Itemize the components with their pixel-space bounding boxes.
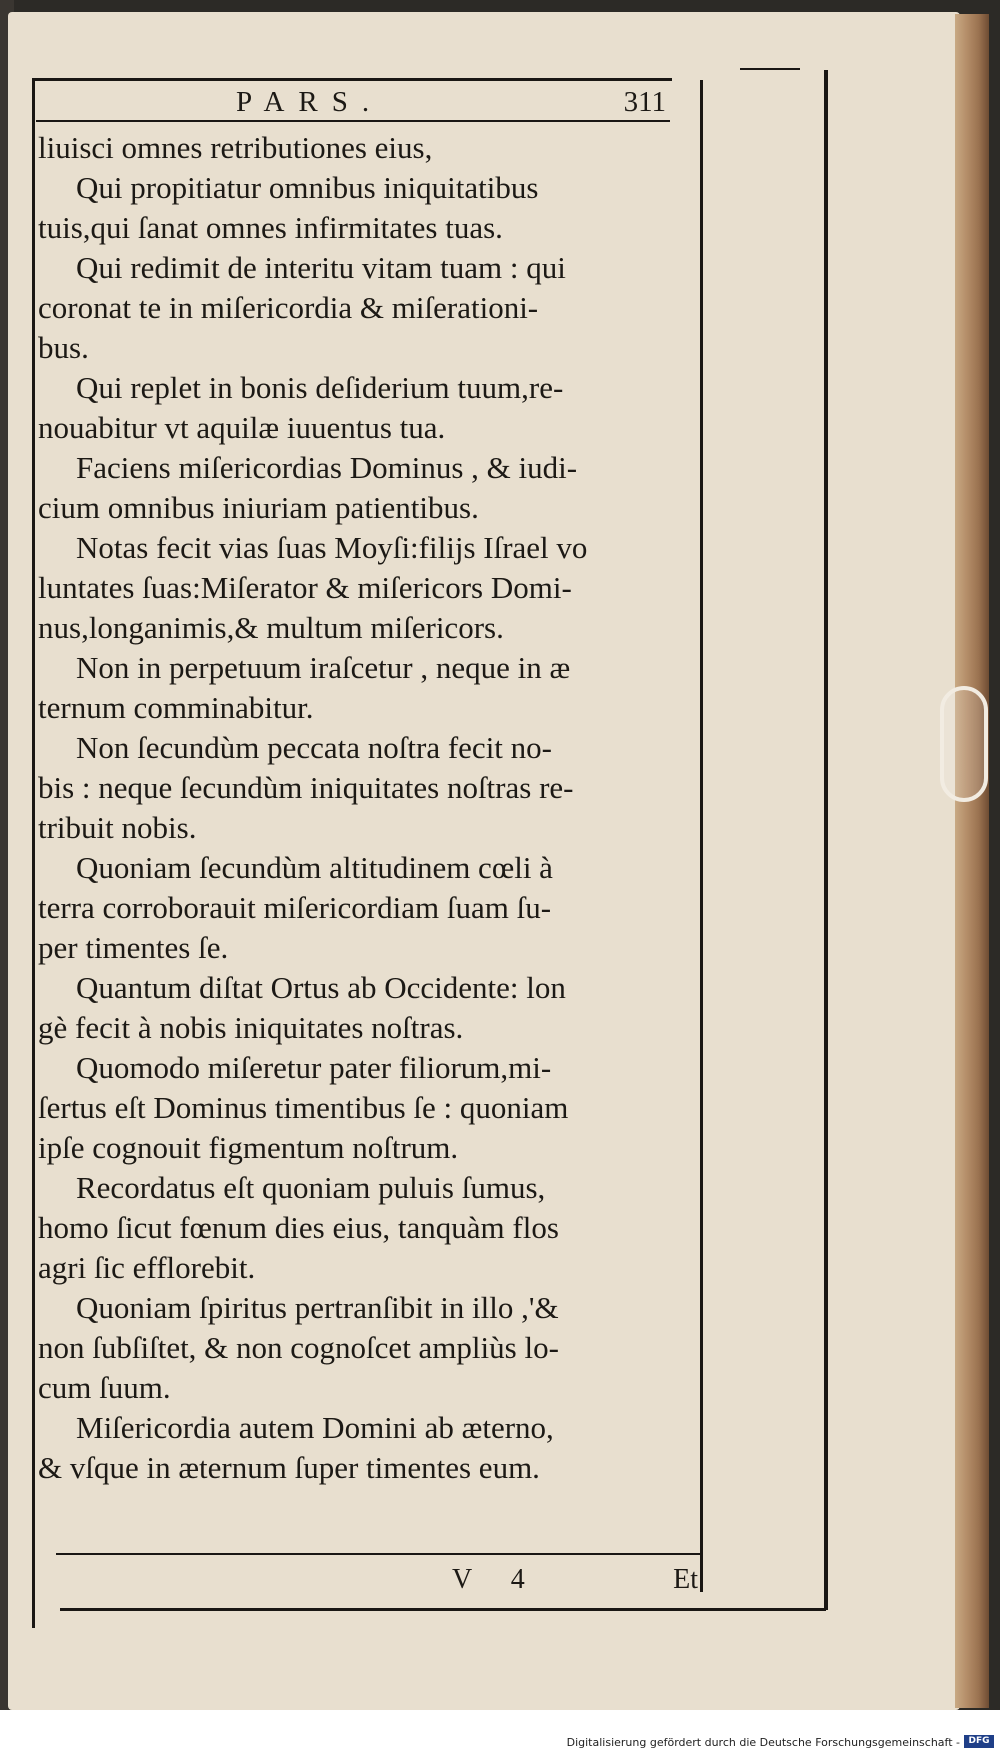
text-line: nouabitur vt aquilæ iuuentus tua. [38,410,446,445]
dfg-logo: DFG [964,1735,994,1748]
signature-mark: V 4 [452,1564,541,1595]
text-line: Non in perpetuum iraſcetur , neque in æ [76,650,571,685]
text-line: nus,longanimis,& multum miſericors. [38,610,504,645]
text-line: terra corroborauit miſericordiam ſuam ſu- [38,890,552,925]
text-line: per timentes ſe. [38,930,229,965]
frame-left-rule [32,80,35,1628]
text-line: coronat te in miſericordia & miſerationi- [38,290,539,325]
page-footer [56,1560,706,1600]
text-line: cium omnibus iniuriam patientibus. [38,490,479,525]
running-title: PARS. [236,86,384,118]
text-line: Non ſecundùm peccata noſtra fecit no- [76,730,552,765]
text-line: bis : neque ſecundùm iniquitates noſtras re- [38,770,574,805]
text-line: & vſque in æternum ſuper timentes eum. [38,1450,540,1485]
text-line: cum ſuum. [38,1370,171,1405]
text-line: ſertus eſt Dominus timentibus ſe : quoniam [38,1090,569,1125]
page-edges [955,14,989,1708]
footer-rule [56,1553,702,1555]
frame-bottom-rule [60,1608,826,1611]
frame-outer-right-rule [824,70,828,1610]
catchword: Et [673,1564,698,1595]
text-line: ipſe cognouit figmentum noſtrum. [38,1130,459,1165]
text-line: Quoniam ſpiritus pertranſibit in illo ,'& [76,1290,559,1325]
text-line: Qui replet in bonis deſiderium tuum,re- [76,370,564,405]
text-line: tribuit nobis. [38,810,197,845]
text-line: Quomodo miſeretur pater filiorum,mi- [76,1050,552,1085]
text-line: Quantum diſtat Ortus ab Occidente: lon [76,970,566,1005]
text-line: Qui propitiatur omnibus iniquitatibus [76,170,539,205]
text-line: Qui redimit de interitu vitam tuam : qui [76,250,566,285]
text-line: liuisci omnes retributiones eius, [38,130,433,165]
frame-top-rule [32,78,672,81]
text-line: Notas fecit vias ſuas Moyſi:filijs Iſrael vo [76,530,588,565]
text-line: Quoniam ſecundùm altitudinem cœli à [76,850,553,885]
text-line: luntates ſuas:Miſerator & miſericors Domi- [38,570,572,605]
text-line: agri ſic efflorebit. [38,1250,256,1285]
frame-top-rule-right [740,68,800,70]
text-line: Miſericordia autem Domini ab æterno, [76,1410,554,1445]
psalm-text [38,128,708,1488]
page-number: 311 [623,86,666,118]
text-line: non ſubſiſtet, & non cognoſcet ampliùs lo- [38,1330,559,1365]
digitization-credit: Digitalisierung gefördert durch die Deutsche Forschungsgemeinschaft - [566,1736,960,1749]
text-line: tuis,qui ſanat omnes infirmitates tuas. [38,210,503,245]
text-line: bus. [38,330,89,365]
text-line: gè fecit à nobis iniquitates noſtras. [38,1010,464,1045]
text-line: homo ſicut fœnum dies eius, tanquàm flos [38,1210,559,1245]
header-rule [36,120,670,122]
text-line: ternum comminabitur. [38,690,314,725]
book-clip [940,686,988,802]
text-line: Recordatus eſt quoniam puluis ſumus, [76,1170,546,1205]
page-header [36,84,670,118]
text-line: Faciens miſericordias Dominus , & iudi- [76,450,578,485]
